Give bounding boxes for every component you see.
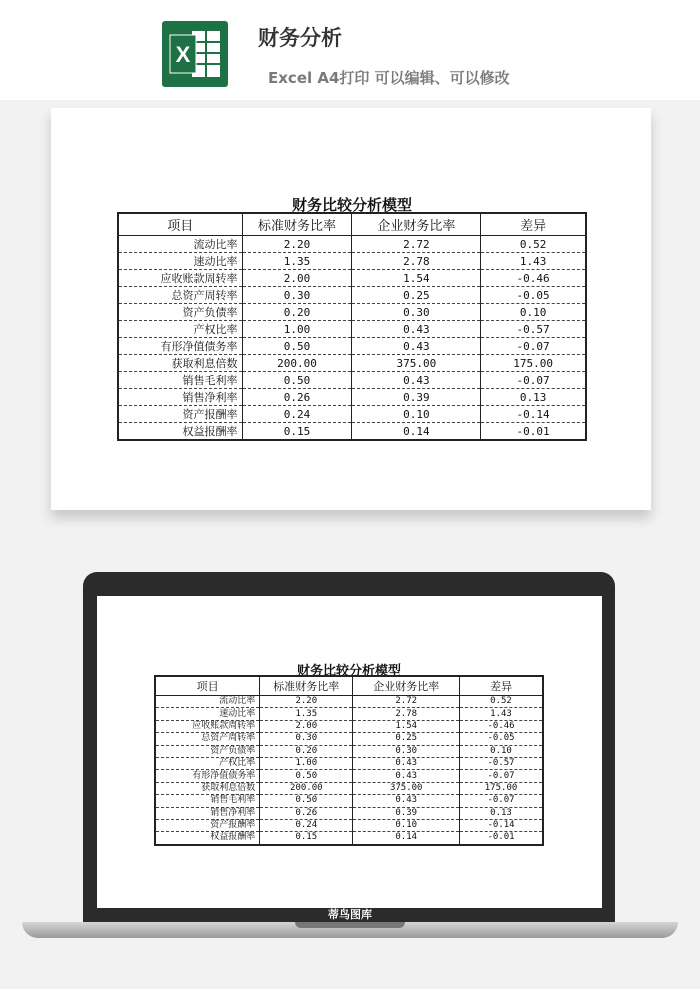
- ratio-table: [117, 212, 587, 441]
- row-label: 资产负债率: [118, 304, 242, 321]
- row-label: 权益报酬率: [155, 832, 260, 845]
- table-cell: 0.10: [352, 406, 481, 423]
- table-row: [155, 782, 543, 794]
- excel-icon: [162, 21, 228, 87]
- row-label: 产权比率: [118, 321, 242, 338]
- table-cell: -0.05: [481, 287, 586, 304]
- column-header: 项目: [155, 676, 260, 696]
- row-label: 获取利息倍数: [155, 782, 260, 794]
- table-row: [155, 745, 543, 757]
- row-label: 总资产周转率: [155, 733, 260, 745]
- table-cell: 0.43: [352, 321, 481, 338]
- row-label: 应收账款周转率: [155, 720, 260, 732]
- table-cell: -0.07: [481, 338, 586, 355]
- table-cell: 0.13: [481, 389, 586, 406]
- table-header-row: [155, 676, 543, 696]
- table-cell: -0.01: [516, 424, 550, 438]
- table-cell: 0.10: [460, 745, 543, 757]
- table-cell: 0.26: [260, 807, 353, 819]
- table-cell: 175.00: [460, 782, 543, 794]
- table-cell: 0.43: [353, 770, 460, 782]
- table-cell: 200.00: [260, 782, 353, 794]
- table-row: [155, 832, 543, 845]
- table-cell: 0.10: [481, 304, 586, 321]
- table-cell: 2.20: [242, 236, 352, 253]
- table-cell: 0.39: [352, 389, 481, 406]
- column-header: 标准财务比率: [242, 213, 352, 236]
- table-cell: 2.72: [353, 696, 460, 708]
- page-title: 财务分析: [258, 26, 342, 50]
- table-row: [118, 406, 586, 423]
- table-cell: 0.10: [353, 819, 460, 831]
- table-cell: -0.07: [460, 770, 543, 782]
- table-row: [118, 355, 586, 372]
- table-cell: 0.43: [352, 338, 481, 355]
- table-cell: 0.50: [242, 372, 352, 389]
- row-label: 总资产周转率: [118, 287, 242, 304]
- row-label: 资产报酬率: [155, 819, 260, 831]
- table-cell: 0.25: [352, 287, 481, 304]
- column-header: 企业财务比率: [352, 213, 481, 236]
- table-cell: 0.24: [260, 819, 353, 831]
- table-cell: 0.20: [260, 745, 353, 757]
- table-cell: -0.07: [481, 372, 586, 389]
- table-cell: -0.14: [481, 406, 586, 423]
- table-cell: 1.54: [353, 720, 460, 732]
- table-row: [155, 819, 543, 831]
- row-label: 流动比率: [155, 696, 260, 708]
- table-row: [118, 321, 586, 338]
- table-cell: -0.57: [460, 757, 543, 769]
- table-cell: -0.05: [460, 733, 543, 745]
- table-row: [155, 807, 543, 819]
- row-label: 权益报酬率: [118, 423, 242, 441]
- table-cell: 1.35: [242, 253, 352, 270]
- table-cell: 0.50: [242, 338, 352, 355]
- table-row: [118, 270, 586, 287]
- row-label: 有形净值债务率: [155, 770, 260, 782]
- sheet-title-small: 财务比较分析模型: [296, 664, 401, 679]
- table-row: [118, 253, 586, 270]
- table-cell: 2.20: [260, 696, 353, 708]
- table-row: [155, 757, 543, 769]
- table-cell: 2.00: [242, 270, 352, 287]
- ratio-table-small: [154, 675, 544, 846]
- table-row: [118, 423, 586, 441]
- table-cell: 0.30: [242, 287, 352, 304]
- row-label: 销售毛利率: [118, 372, 242, 389]
- table-cell: 200.00: [242, 355, 352, 372]
- row-label: 资产报酬率: [118, 406, 242, 423]
- table-row: [155, 720, 543, 732]
- table-cell: 2.78: [352, 253, 481, 270]
- svg-text:X: X: [175, 42, 191, 67]
- table-cell: -0.46: [481, 270, 586, 287]
- table-cell: 0.43: [353, 795, 460, 807]
- table-cell: 175.00: [481, 355, 586, 372]
- table-row: [118, 236, 586, 253]
- table-row: [155, 770, 543, 782]
- table-cell: 1.43: [460, 708, 543, 720]
- table-cell: 0.39: [353, 807, 460, 819]
- table-cell: 1.43: [481, 253, 586, 270]
- row-label: 获取利息倍数: [118, 355, 242, 372]
- table-cell: 2.78: [353, 708, 460, 720]
- row-label: 销售毛利率: [155, 795, 260, 807]
- table-cell: 0.52: [481, 236, 586, 253]
- table-cell: 0.26: [242, 389, 352, 406]
- table-cell: 0.30: [260, 733, 353, 745]
- sheet-preview-large: [51, 108, 651, 510]
- page-subtitle: Excel A4打印 可以编辑、可以修改: [268, 69, 510, 87]
- table-row: [155, 795, 543, 807]
- table-cell: 1.54: [352, 270, 481, 287]
- table-cell: 0.25: [353, 733, 460, 745]
- column-header: 标准财务比率: [260, 676, 353, 696]
- table-cell: -0.14: [460, 819, 543, 831]
- table-cell: 0.20: [242, 304, 352, 321]
- row-label: 资产负债率: [155, 745, 260, 757]
- laptop-screen: [97, 596, 602, 908]
- table-cell: 1.00: [260, 757, 353, 769]
- table-cell: 0.43: [353, 757, 460, 769]
- laptop-notch: [295, 922, 405, 928]
- table-cell: -0.57: [481, 321, 586, 338]
- table-cell: 0.52: [460, 696, 543, 708]
- table-row: [118, 304, 586, 321]
- row-label: 速动比率: [118, 253, 242, 270]
- column-header: 差异: [460, 676, 543, 696]
- table-cell: 1.35: [260, 708, 353, 720]
- column-header: 差异: [481, 213, 586, 236]
- table-cell: 1.00: [242, 321, 352, 338]
- row-label: 产权比率: [155, 757, 260, 769]
- table-cell: 0.14: [353, 832, 460, 845]
- sheet-title: 财务比较分析模型: [291, 196, 412, 214]
- table-cell: 2.72: [352, 236, 481, 253]
- row-label: 销售净利率: [118, 389, 242, 406]
- row-label: 有形净值债务率: [118, 338, 242, 355]
- table-row: [118, 372, 586, 389]
- header: [0, 0, 700, 100]
- table-cell: 375.00: [352, 355, 481, 372]
- table-cell: 2.00: [260, 720, 353, 732]
- table-cell: 0.24: [242, 406, 352, 423]
- table-cell: -0.01: [487, 832, 515, 843]
- table-row: [118, 338, 586, 355]
- table-cell: 0.43: [352, 372, 481, 389]
- table-header-row: [118, 213, 586, 236]
- table-row: [155, 696, 543, 708]
- table-cell: 0.50: [260, 795, 353, 807]
- table-cell: 0.15: [260, 832, 353, 845]
- table-row: [118, 287, 586, 304]
- table-cell: -0.46: [460, 720, 543, 732]
- table-cell: 0.15: [242, 423, 352, 441]
- table-cell: 0.50: [260, 770, 353, 782]
- table-cell: -0.07: [460, 795, 543, 807]
- table-row: [155, 708, 543, 720]
- row-label: 应收账款周转率: [118, 270, 242, 287]
- row-label: 速动比率: [155, 708, 260, 720]
- table-row: [118, 389, 586, 406]
- row-label: 销售净利率: [155, 807, 260, 819]
- table-cell: 0.30: [352, 304, 481, 321]
- row-label: 流动比率: [118, 236, 242, 253]
- table-cell: 0.14: [352, 423, 481, 441]
- table-row: [155, 733, 543, 745]
- table-cell: 0.30: [353, 745, 460, 757]
- column-header: 企业财务比率: [353, 676, 460, 696]
- table-cell: 375.00: [353, 782, 460, 794]
- brand-watermark: 蒂鸟图库: [328, 908, 372, 921]
- table-cell: 0.13: [460, 807, 543, 819]
- column-header: 项目: [118, 213, 242, 236]
